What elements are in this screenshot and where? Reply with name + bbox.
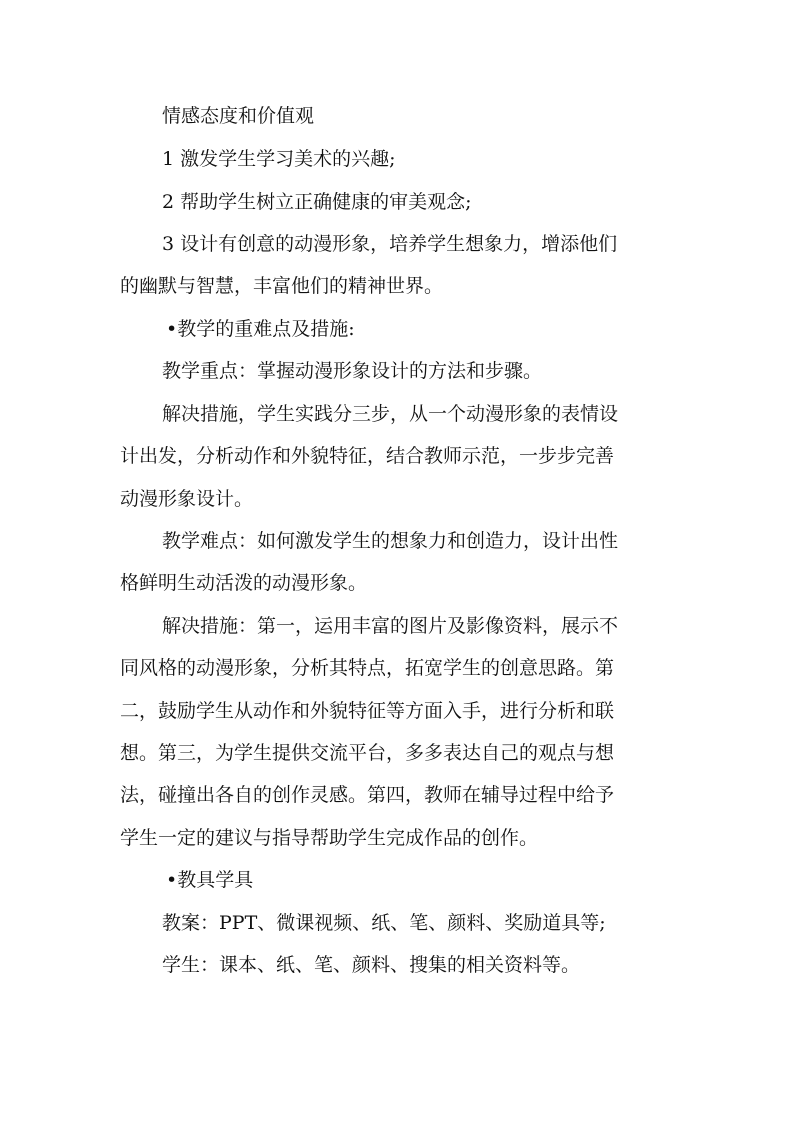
list-item-2: 2 帮助学生树立正确健康的审美观念; xyxy=(162,191,472,213)
section-heading-attitude-values: 情感态度和价值观 xyxy=(162,105,315,127)
paragraph-solution-1-line-1: 解决措施，学生实践分三步，从一个动漫形象的表情设 xyxy=(162,403,619,425)
paragraph-key-point: 教学重点：掌握动漫形象设计的方法和步骤。 xyxy=(162,360,543,382)
section-heading-key-difficulties: •教学的重难点及措施: xyxy=(166,318,355,340)
paragraph-solution-2-line-5: 法，碰撞出各自的创作灵感。第四，教师在辅导过程中给予 xyxy=(120,784,615,806)
section-heading-teaching-tools: •教具学具 xyxy=(166,869,254,891)
paragraph-difficulty-line-2: 格鲜明生动活泼的动漫形象。 xyxy=(120,572,368,594)
paragraph-solution-1-line-3: 动漫形象设计。 xyxy=(120,488,254,510)
paragraph-student-materials: 学生：课本、纸、笔、颜料、搜集的相关资料等。 xyxy=(162,954,581,976)
paragraph-solution-2-line-6: 学生一定的建议与指导帮助学生完成作品的创作。 xyxy=(120,827,539,849)
paragraph-solution-2-line-3: 二，鼓励学生从动作和外貌特征等方面入手，进行分析和联 xyxy=(120,700,615,722)
list-item-3-line-2: 的幽默与智慧，丰富他们的精神世界。 xyxy=(120,275,444,297)
list-item-1: 1 激发学生学习美术的兴趣; xyxy=(162,148,396,170)
list-item-3-line-1: 3 设计有创意的动漫形象，培养学生想象力，增添他们 xyxy=(162,233,618,255)
paragraph-solution-2-line-2: 同风格的动漫形象，分析其特点，拓宽学生的创意思路。第 xyxy=(120,657,615,679)
paragraph-difficulty-line-1: 教学难点：如何激发学生的想象力和创造力，设计出性 xyxy=(162,530,619,552)
paragraph-solution-2-line-4: 想。第三，为学生提供交流平台，多多表达自己的观点与想 xyxy=(120,742,615,764)
paragraph-teacher-materials: 教案：PPT、微课视频、纸、笔、颜料、奖励道具等; xyxy=(162,912,606,934)
paragraph-solution-1-line-2: 计出发，分析动作和外貌特征，结合教师示范，一步步完善 xyxy=(120,445,615,467)
paragraph-solution-2-line-1: 解决措施：第一，运用丰富的图片及影像资料，展示不 xyxy=(162,615,619,637)
